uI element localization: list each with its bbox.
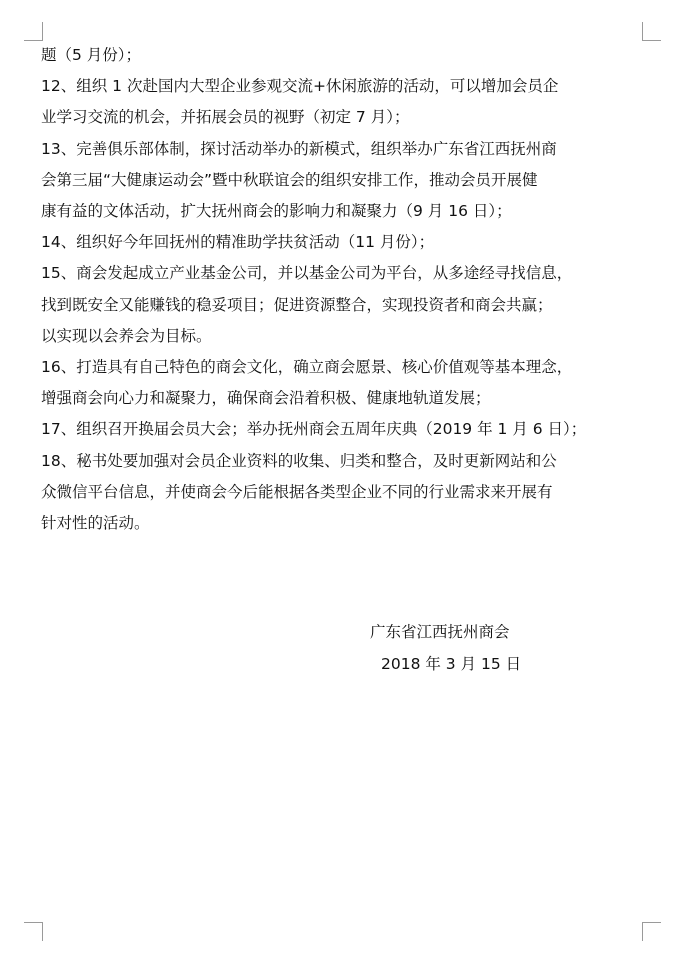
list-item-continuation: [41, 40, 641, 71]
text-line: 18、秘书处要加强对会员企业资料的收集、归类和整合，及时更新网站和公: [41, 451, 557, 470]
crop-mark-top-left: [24, 22, 43, 41]
text-line: 14、组织好今年回抚州的精准助学扶贫活动（11 月份）；: [41, 233, 435, 252]
text-line: 找到既安全又能赚钱的稳妥项目；促进资源整合，实现投资者和商会共赢；: [41, 295, 553, 314]
text-line: 题（5 月份）；: [41, 46, 142, 64]
text-line: 13、完善俱乐部体制，探讨活动举办的新模式，组织举办广东省江西抚州商: [41, 139, 557, 158]
list-item-15: [41, 258, 641, 352]
text-line: 增强商会向心力和凝聚力，确保商会沿着积极、健康地轨道发展；: [41, 389, 491, 408]
crop-mark-top-right: [642, 22, 661, 41]
crop-mark-bottom-right: [642, 922, 661, 941]
list-item-13: [41, 134, 641, 228]
text-line: 17、组织召开换届会员大会；举办抚州商会五周年庆典（2019 年 1 月 6 日）；: [41, 420, 587, 439]
text-line: 15、商会发起成立产业基金公司，并以基金公司为平台，从多途经寻找信息，: [41, 264, 573, 283]
text-line: 会第三届“大健康运动会”暨中秋联谊会的组织安排工作，推动会员开展健: [41, 170, 538, 189]
list-item-16: [41, 352, 641, 414]
text-line: 康有益的文体活动，扩大抚州商会的影响力和凝聚力（9 月 16 日）；: [41, 202, 512, 221]
text-line: 针对性的活动。: [41, 514, 150, 533]
list-item-18: [41, 446, 641, 540]
signature-organization: 广东省江西抚州商会: [370, 623, 510, 641]
text-line: 16、打造具有自己特色的商会文化，确立商会愿景、核心价值观等基本理念，: [41, 358, 573, 377]
signature-date: 2018 年 3 月 15 日: [381, 655, 522, 673]
crop-mark-bottom-left: [24, 922, 43, 941]
list-item-12: [41, 71, 641, 133]
list-item-14: [41, 227, 641, 258]
text-line: 以实现以会养会为目标。: [41, 326, 212, 345]
document-body: [41, 40, 641, 539]
text-line: 众微信平台信息，并使商会今后能根据各类型企业不同的行业需求来开展有: [41, 482, 553, 501]
text-line: 12、组织 1 次赴国内大型企业参观交流+休闲旅游的活动，可以增加会员企: [41, 77, 559, 96]
list-item-17: [41, 414, 641, 445]
text-line: 业学习交流的机会，并拓展会员的视野（初定 7 月）；: [41, 108, 410, 127]
